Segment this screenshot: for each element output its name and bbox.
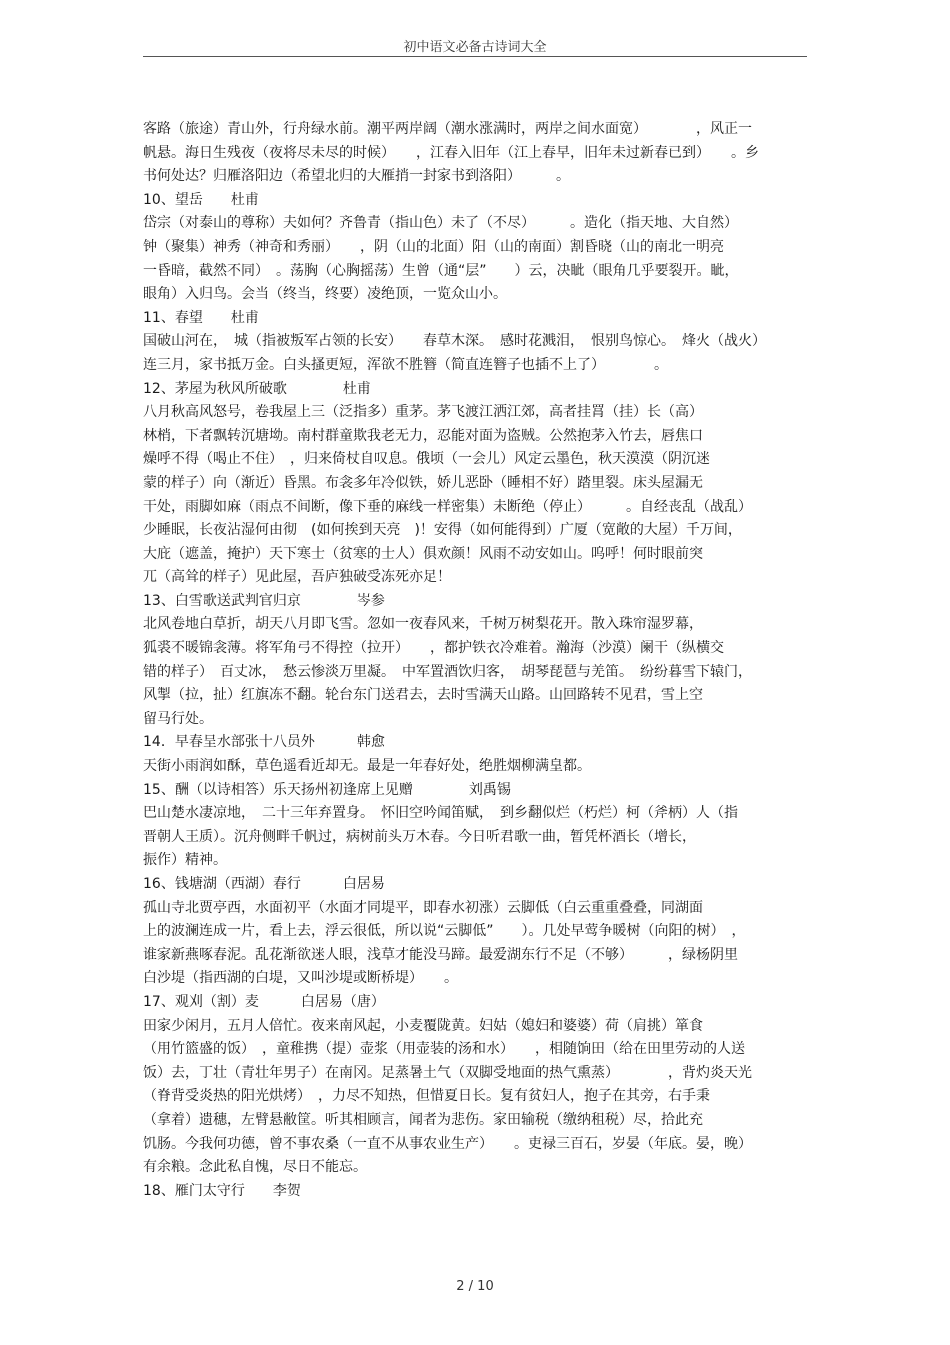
text-line: 留马行处。: [143, 710, 213, 727]
text-line: （拿着）遗穗，左臂悬敝筐。听其相顾言，闻者为悲伤。家田输税（缴纳租税）尽，拾此充: [143, 1111, 703, 1128]
text-line: 林梢，下者飘转沉塘坳。南村群童欺我老无力，忍能对面为盗贼。公然抱茅入竹去，唇焦口: [143, 427, 703, 444]
text-line: 一昏暗，截然不同） 。荡胸（心胸摇荡）生曾（通“层” ）云，决眦（眼角几乎要裂开。眦，: [143, 262, 739, 279]
text-line: 八月秋高风怒号，卷我屋上三（泛指多）重茅。茅飞渡江洒江郊，高者挂罥（挂）长（高）: [143, 404, 703, 421]
text-line: 11、春望 杜甫: [143, 309, 259, 326]
text-line: 岱宗（对泰山的尊称）夫如何？齐鲁青（指山色）未了（不尽） 。造化（指天地、大自然）: [143, 215, 738, 232]
text-line: 田家少闲月，五月人倍忙。夜来南风起，小麦覆陇黄。妇姑（媳妇和婆婆）荷（肩挑）箪食: [143, 1017, 703, 1034]
text-line: 饥肠。今我何功德，曾不事农桑（一直不从事农业生产） 。吏禄三百石，岁晏（年底。晏，晚）: [143, 1135, 752, 1152]
text-line: 狐裘不暖锦衾薄。将军角弓不得控（拉开） ，都护铁衣冷难着。瀚海（沙漠）阑干（纵横交: [143, 640, 724, 657]
text-line: 17、观刈（割）麦 白居易（唐）: [143, 993, 385, 1010]
text-line: 北风卷地白草折，胡天八月即飞雪。忽如一夜春风来，千树万树梨花开。散入珠帘湿罗幕，: [143, 616, 703, 633]
text-line: 少睡眠，长夜沾湿何由彻 (如何挨到天亮 )！安得（如何能得到）广厦（宽敞的大屋）千万间，: [143, 522, 742, 539]
text-line: 12、茅屋为秋风所破歌 杜甫: [143, 380, 371, 397]
text-line: 上的波澜连成一片，看上去，浮云很低，所以说“云脚低” ）。几处早莺争暖树（向阳的树） ，: [143, 923, 746, 940]
text-line: 15、酬（以诗相答）乐天扬州初逢席上见赠 刘禹锡: [143, 781, 511, 798]
text-line: 风掣（拉，扯）红旗冻不翻。轮台东门送君去，去时雪满天山路。山回路转不见君，雪上空: [143, 687, 703, 704]
text-line: 蒙的样子）向（渐近）昏黑。布衾多年冷似铁，娇儿恶卧（睡相不好）踏里裂。床头屋漏无: [143, 474, 703, 491]
text-line: 10、望岳 杜甫: [143, 191, 259, 208]
text-line: 孤山寺北贾亭西，水面初平（水面才同堤平，即春水初涨）云脚低（白云重重叠叠，同湖面: [143, 899, 703, 916]
page-number: 2 / 10: [456, 1279, 494, 1294]
text-line: 书何处达？归雁洛阳边（希望北归的大雁捎一封家书到洛阳） 。: [143, 168, 570, 185]
text-line: 18、雁门太守行 李贺: [143, 1182, 301, 1199]
text-line: （脊背受炎热的阳光烘烤） ，力尽不知热，但惜夏日长。复有贫妇人，抱子在其旁，右手秉: [143, 1088, 710, 1105]
text-line: 客路（旅途）青山外，行舟绿水前。潮平两岸阔（潮水涨满时，两岸之间水面宽） ，风正一: [143, 121, 752, 137]
text-line: 谁家新燕啄春泥。乱花渐欲迷人眼，浅草才能没马蹄。最爱湖东行不足（不够） ，绿杨阴里: [143, 946, 738, 963]
text-line: 钟（聚集）神秀（神奇和秀丽） ，阴（山的北面）阳（山的南面）割昏晓（山的南北一明亮: [143, 238, 724, 255]
text-line: 国破山河在， 城（指被叛军占领的长安） 春草木深。 感时花溅泪， 恨别鸟惊心。 烽火（战火）: [143, 333, 766, 350]
text-line: 干处，雨脚如麻（雨点不间断，像下垂的麻线一样密集）未断绝（停止） 。自经丧乱（战乱）: [143, 498, 752, 515]
document-body: [143, 118, 807, 1203]
text-line: 13、白雪歌送武判官归京 岑参: [143, 592, 385, 609]
text-line: 14．早春呈水部张十八员外 韩愈: [143, 734, 385, 751]
page-header-title: 初中语文必备古诗词大全: [403, 40, 547, 55]
text-line: 天街小雨润如酥，草色遥看近却无。最是一年春好处，绝胜烟柳满皇都。: [143, 758, 591, 775]
text-line: 帆悬。海日生残夜（夜将尽未尽的时候） ，江春入旧年（江上春早，旧年未过新春已到） 。乡: [143, 144, 759, 161]
text-line: 错的样子） 百丈冰， 愁云惨淡万里凝。 中军置酒饮归客， 胡琴琵琶与羌笛。 纷纷暮雪下辕门，: [143, 663, 752, 680]
text-line: （用竹篮盛的饭） ，童稚携（提）壶浆（用壶装的汤和水） ，相随饷田（给在田里劳动的人送: [143, 1041, 745, 1058]
text-line: 巴山楚水凄凉地， 二十三年弃置身。 怀旧空吟闻笛赋， 到乡翻似烂（朽烂）柯（斧柄）人（指: [143, 805, 738, 822]
text-line: 连三月，家书抵万金。白头搔更短，浑欲不胜簪（简直连簪子也插不上了） 。: [143, 356, 668, 373]
header-divider: [143, 56, 807, 57]
text-line: 眼角）入归鸟。会当（终当，终要）凌绝顶，一览众山小。: [143, 286, 507, 303]
text-line: 有余粮。念此私自愧，尽日不能忘。: [143, 1159, 367, 1176]
text-line: 晋朝人王质）。沉舟侧畔千帆过，病树前头万木春。今日听君歌一曲，暂凭杯酒长（增长，: [143, 828, 696, 845]
text-line: 兀（高耸的样子）见此屋，吾庐独破受冻死亦足！: [143, 569, 451, 586]
text-line: 16、钱塘湖（西湖）春行 白居易: [143, 876, 385, 892]
text-line: 白沙堤（指西湖的白堤，又叫沙堤或断桥堤） 。: [143, 970, 458, 987]
text-line: 饭）去，丁壮（青壮年男子）在南冈。足蒸暑土气（双脚受地面的热气熏蒸） ，背灼炎天光: [143, 1064, 752, 1081]
text-line: 振作）精神。: [143, 852, 227, 869]
text-line: 大庇（遮盖，掩护）天下寒士（贫寒的士人）俱欢颜！风雨不动安如山。呜呼！何时眼前突: [143, 545, 703, 562]
text-line: 燥呼不得（喝止不住） ，归来倚杖自叹息。俄顷（一会儿）风定云墨色，秋天漠漠（阴沉迷: [143, 451, 710, 468]
